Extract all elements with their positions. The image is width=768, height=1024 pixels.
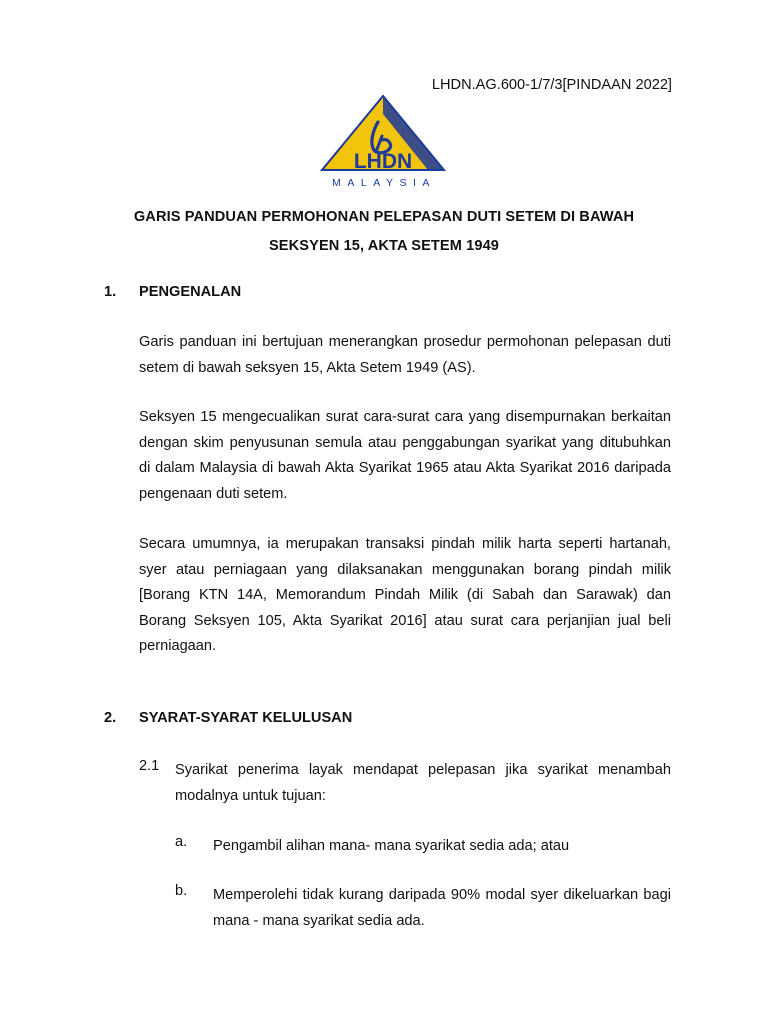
list-item-b-letter: b. xyxy=(175,883,188,899)
section-2-number: 2. xyxy=(104,710,117,726)
section-1-paragraph-2: Seksyen 15 mengecualikan surat cara-surat cara yang disempurnakan berkaitan dengan skim penyusunan semula atau penggabungan syarikat yang ditubuhkan di dalam Malaysia di bawah Akta Syarikat 1965 atau Akta Syarikat 2016 daripada pengenaan duti setem. xyxy=(139,409,671,502)
clause-2-1-text: Syarikat penerima layak mendapat pelepasan jika syarikat menambah modalnya untuk tujuan: xyxy=(175,762,671,804)
document-title-line-1: GARIS PANDUAN PERMOHONAN PELEPASAN DUTI SETEM DI BAWAH xyxy=(133,209,635,225)
logo-wordmark: LHDN xyxy=(353,150,413,173)
document-title xyxy=(96,203,672,261)
section-1-paragraph-1: Garis panduan ini bertujuan menerangkan prosedur permohonan pelepasan duti setem di bawah seksyen 15, Akta Setem 1949 (AS). xyxy=(139,334,671,376)
list-item-b-text: Memperolehi tidak kurang daripada 90% modal syer dikeluarkan bagi mana - mana syarikat sedia ada. xyxy=(213,887,671,929)
list-item-a-letter: a. xyxy=(175,834,188,850)
section-2-heading: SYARAT-SYARAT KELULUSAN xyxy=(139,710,353,726)
document-reference-number: LHDN.AG.600-1/7/3[PINDAAN 2022] xyxy=(431,77,672,93)
document-title-line-2: SEKSYEN 15, AKTA SETEM 1949 xyxy=(268,238,500,254)
lhdn-logo-graphic xyxy=(320,92,448,188)
logo-country: MALAYSIA xyxy=(332,177,436,188)
lhdn-logo xyxy=(320,92,448,188)
list-item-a-text: Pengambil alihan mana- mana syarikat sedia ada; atau xyxy=(213,838,570,854)
section-1-paragraph-3: Secara umumnya, ia merupakan transaksi pindah milik harta seperti hartanah, syer atau perniagaan yang dilaksanakan menggunakan borang pindah milik [Borang KTN 14A, Memorandum Pindah Milik (di Sabah dan Sarawak) dan Borang Seksyen 105, Akta Syarikat 2016] atau surat cara perjanjian jual beli perniagaan. xyxy=(139,536,671,655)
section-1-number: 1. xyxy=(104,284,117,300)
section-1-heading: PENGENALAN xyxy=(139,284,242,300)
clause-2-1-number: 2.1 xyxy=(139,758,160,774)
